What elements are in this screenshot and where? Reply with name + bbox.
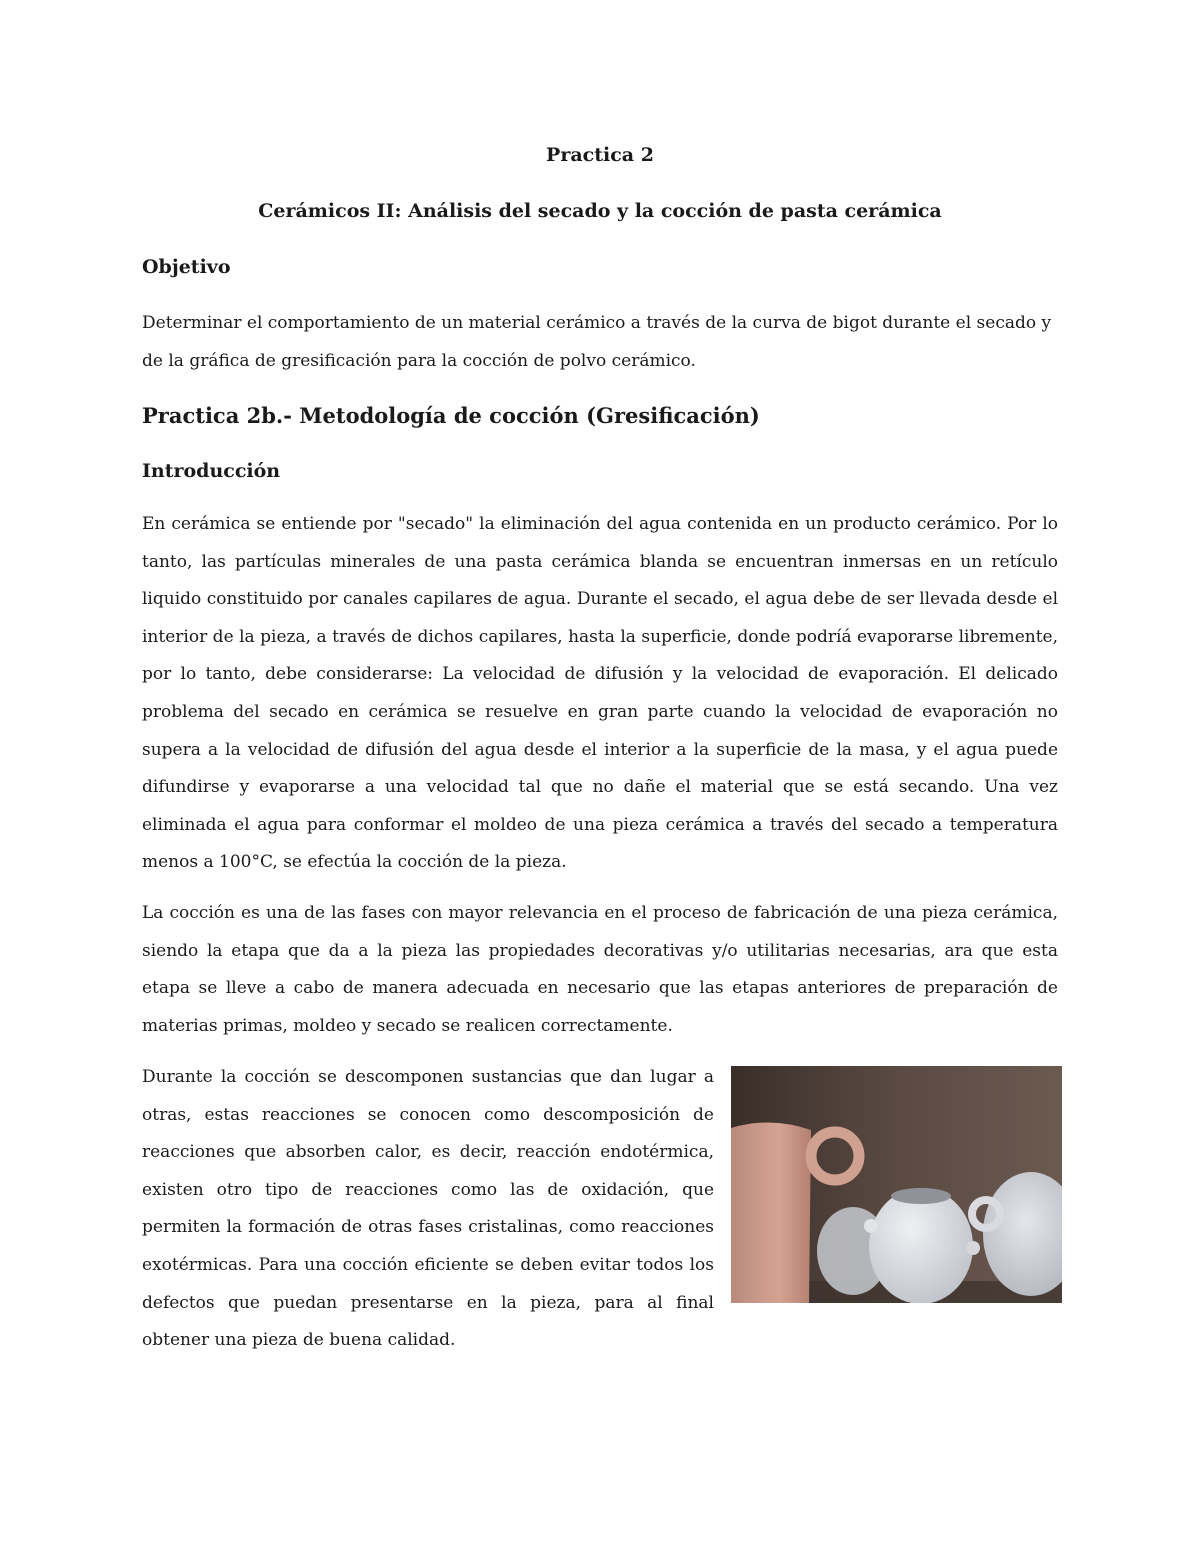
ceramic-pots-photo-icon [731, 1066, 1062, 1303]
objective-heading: Objetivo [142, 256, 231, 278]
intro-paragraph-3: Durante la cocción se descomponen sustancias que dan lugar a otras, estas reacciones se conocen como descomposición de reacciones que absorben calor, es decir, reacción endotérmica, existen otro tipo de reacciones como las de oxidación, que permiten la formación de otras fases cristalinas, como reacciones exotérmicas. Para una cocción eficiente se deben evitar todos los defectos que puedan presentarse en la pieza, para al final obtener una pieza de buena calidad. [142, 1067, 714, 1351]
section-heading: Practica 2b.- Metodología de cocción (Gresificación) [142, 403, 760, 428]
intro-paragraph-1: En cerámica se entiende por "secado" la eliminación del agua contenida en un producto cerámico. Por lo tanto, las partículas minerales de una pasta cerámica blanda se encuentran inmersas en un retículo liquido constituido por canales capilares de agua. Durante el secado, el agua debe de ser llevada desde el interior de la pieza, a través de dichos capilares, hasta la superficie, donde podríá evaporarse libremente, por lo tanto, debe considerarse: La velocidad de difusión y la velocidad de evaporación. El delicado problema del secado en cerámica se resuelve en gran parte cuando la velocidad de evaporación no supera a la velocidad de difusión del agua desde el interior a la superficie de la masa, y el agua puede difundirse y evaporarse a una velocidad tal que no dañe el material que se está secando. Una vez eliminada el agua para conformar el moldeo de una pieza cerámica a través del secado a temperatura menos a 100°C, se efectúa la cocción de la pieza. [142, 514, 1058, 873]
intro-paragraph-2: La cocción es una de las fases con mayor relevancia en el proceso de fabricación de una pieza cerámica, siendo la etapa que da a la pieza las propiedades decorativas y/o utilitarias necesarias, ara que esta etapa se lleve a cabo de manera adecuada en necesario que las etapas anteriores de preparación de materias primas, moldeo y secado se realicen correctamente. [142, 903, 1058, 1036]
page-title: Practica 2 [546, 144, 654, 166]
introduction-heading: Introducción [142, 460, 281, 482]
ceramic-pots-photo [731, 1066, 1062, 1303]
page-subtitle: Cerámicos II: Análisis del secado y la cocción de pasta cerámica [258, 200, 942, 222]
objective-text: Determinar el comportamiento de un material cerámico a través de la curva de bigot durante el secado y de la gráfica de gresificación para la cocción de polvo cerámico. [142, 313, 1052, 371]
